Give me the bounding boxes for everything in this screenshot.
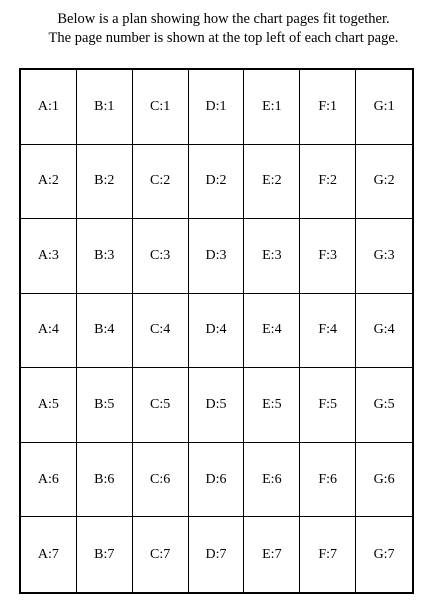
plan-cell: F:2 [300, 145, 356, 220]
plan-cell: G:2 [356, 145, 412, 220]
plan-cell: D:4 [189, 294, 245, 369]
plan-cell: B:4 [77, 294, 133, 369]
intro-line-2: The page number is shown at the top left of each chart page. [48, 30, 399, 46]
plan-cell: F:7 [300, 517, 356, 592]
plan-cell: D:5 [189, 368, 245, 443]
plan-cell: A:3 [21, 219, 77, 294]
plan-cell: B:3 [77, 219, 133, 294]
plan-cell: B:1 [77, 70, 133, 145]
plan-cell: C:3 [133, 219, 189, 294]
plan-cell: E:4 [244, 294, 300, 369]
plan-cell: A:6 [21, 443, 77, 518]
plan-cell: F:1 [300, 70, 356, 145]
plan-cell: D:7 [189, 517, 245, 592]
plan-cell: A:5 [21, 368, 77, 443]
plan-cell: A:7 [21, 517, 77, 592]
plan-cell: E:1 [244, 70, 300, 145]
plan-cell: E:7 [244, 517, 300, 592]
plan-cell: F:5 [300, 368, 356, 443]
plan-cell: B:5 [77, 368, 133, 443]
plan-cell: G:3 [356, 219, 412, 294]
plan-cell: E:5 [244, 368, 300, 443]
plan-cell: A:1 [21, 70, 77, 145]
plan-cell: A:2 [21, 145, 77, 220]
plan-cell: G:7 [373, 546, 395, 562]
plan-cell: B:2 [77, 145, 133, 220]
page-plan-grid [19, 68, 414, 594]
plan-cell: A:4 [21, 294, 77, 369]
plan-cell: E:2 [244, 145, 300, 220]
plan-cell: D:1 [189, 70, 245, 145]
plan-cell: C:4 [133, 294, 189, 369]
plan-cell: C:2 [133, 145, 189, 220]
plan-cell: D:3 [189, 219, 245, 294]
plan-cell: B:7 [77, 517, 133, 592]
plan-cell: G:5 [356, 368, 412, 443]
plan-cell: C:6 [133, 443, 189, 518]
plan-cell: G:1 [356, 70, 412, 145]
plan-cell: C:5 [133, 368, 189, 443]
plan-cell: C:1 [133, 70, 189, 145]
plan-cell: E:3 [244, 219, 300, 294]
plan-cell: F:3 [300, 219, 356, 294]
plan-cell: F:4 [300, 294, 356, 369]
intro-text [0, 10, 447, 48]
plan-cell: D:2 [189, 145, 245, 220]
plan-cell: G:6 [356, 443, 412, 518]
plan-cell: B:6 [77, 443, 133, 518]
plan-cell: D:6 [189, 443, 245, 518]
plan-cell: G:4 [356, 294, 412, 369]
plan-cell: C:7 [133, 517, 189, 592]
plan-cell: E:6 [244, 443, 300, 518]
plan-cell: F:6 [300, 443, 356, 518]
intro-line-1: Below is a plan showing how the chart pages fit together. [57, 11, 390, 27]
